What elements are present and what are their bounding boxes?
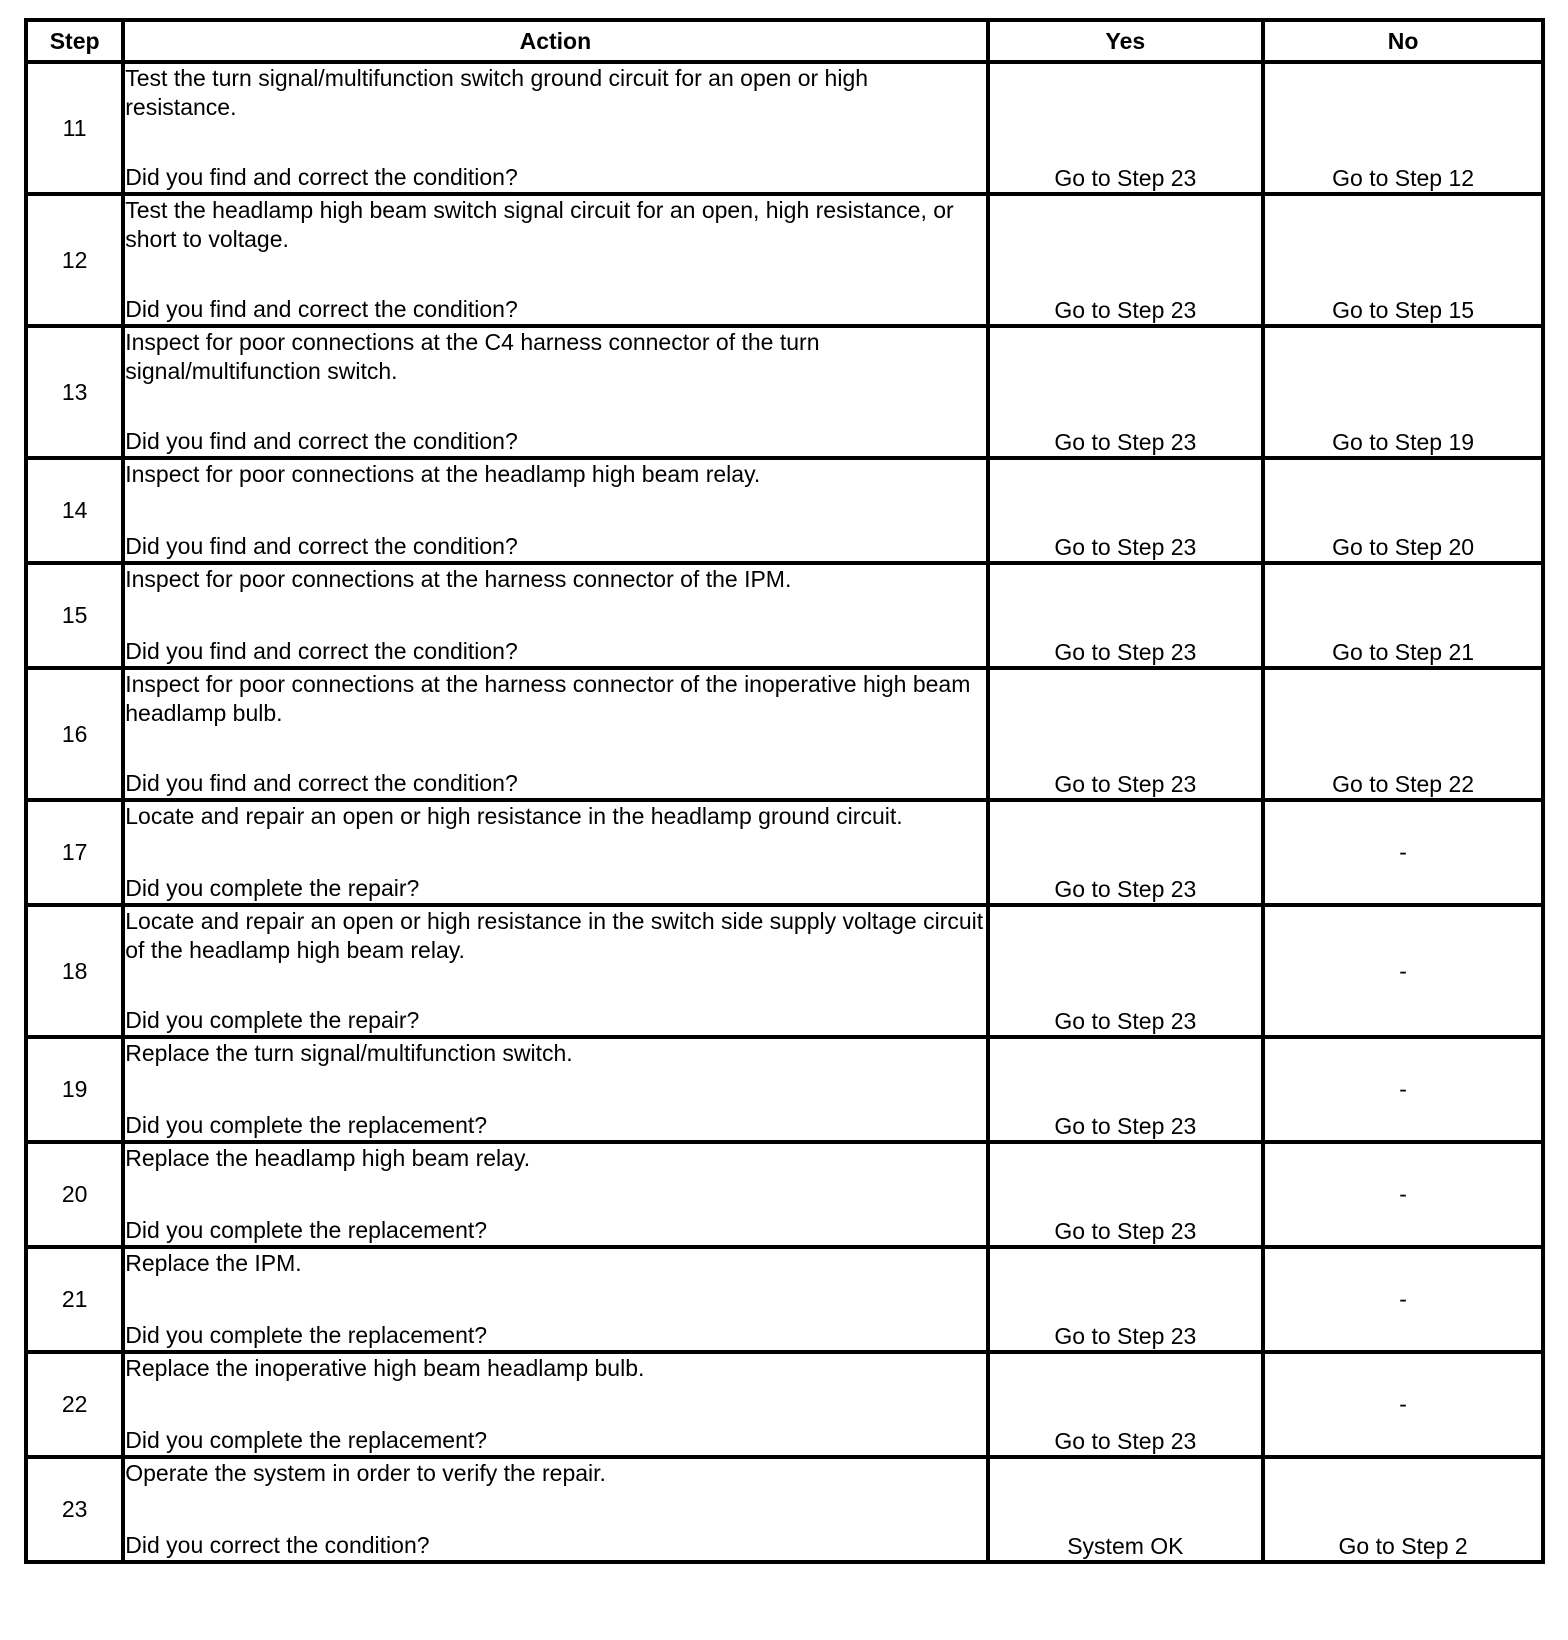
no-result: Go to Step 19: [1263, 326, 1543, 458]
action-cell: [123, 1352, 987, 1457]
action-cell: [123, 668, 987, 800]
action-question: Did you complete the repair?: [125, 875, 420, 901]
action-instruction: Replace the headlamp high beam relay.: [125, 1145, 531, 1171]
yes-result: Go to Step 23: [988, 800, 1264, 905]
action-question: Did you find and correct the condition?: [125, 638, 518, 664]
action-instruction: Replace the inoperative high beam headlamp bulb.: [125, 1355, 645, 1381]
step-number: 18: [26, 905, 123, 1037]
yes-result: Go to Step 23: [988, 905, 1264, 1037]
step-number: 19: [26, 1037, 123, 1142]
action-instruction: Locate and repair an open or high resistance in the headlamp ground circuit.: [125, 803, 903, 829]
step-number: 17: [26, 800, 123, 905]
header-no: No: [1263, 20, 1543, 62]
step-number: 21: [26, 1247, 123, 1352]
no-result: Go to Step 12: [1263, 62, 1543, 194]
action-instruction: Test the turn signal/multifunction switch ground circuit for an open or high resistance.: [125, 65, 869, 120]
action-question: Did you find and correct the condition?: [125, 533, 518, 559]
no-result: Go to Step 15: [1263, 194, 1543, 326]
action-question: Did you complete the repair?: [125, 1007, 420, 1033]
no-result: Go to Step 20: [1263, 458, 1543, 563]
yes-result: Go to Step 23: [988, 326, 1264, 458]
action-cell: [123, 1457, 987, 1562]
action-instruction: Inspect for poor connections at the harness connector of the inoperative high beam headlamp bulb.: [125, 671, 971, 726]
no-result: -: [1263, 1142, 1543, 1247]
table-row: [26, 62, 1543, 194]
table-row: [26, 905, 1543, 1037]
action-cell: [123, 458, 987, 563]
action-question: Did you find and correct the condition?: [125, 770, 518, 796]
action-question: Did you find and correct the condition?: [125, 164, 518, 190]
yes-result: Go to Step 23: [988, 62, 1264, 194]
table-row: [26, 1247, 1543, 1352]
no-result: Go to Step 2: [1263, 1457, 1543, 1562]
action-instruction: Operate the system in order to verify the repair.: [125, 1460, 606, 1486]
action-cell: [123, 1037, 987, 1142]
step-number: 22: [26, 1352, 123, 1457]
action-question: Did you complete the replacement?: [125, 1112, 488, 1138]
yes-result: Go to Step 23: [988, 1352, 1264, 1457]
table-row: [26, 668, 1543, 800]
action-question: Did you correct the condition?: [125, 1532, 430, 1558]
step-number: 20: [26, 1142, 123, 1247]
header-yes: Yes: [988, 20, 1264, 62]
step-number: 14: [26, 458, 123, 563]
diagnostic-table: [24, 18, 1545, 1564]
table-row: [26, 800, 1543, 905]
table-row: [26, 563, 1543, 668]
action-cell: [123, 1142, 987, 1247]
yes-result: Go to Step 23: [988, 563, 1264, 668]
no-result: -: [1263, 905, 1543, 1037]
step-number: 12: [26, 194, 123, 326]
header-action: Action: [123, 20, 987, 62]
table-row: [26, 1352, 1543, 1457]
header-step: Step: [26, 20, 123, 62]
yes-result: Go to Step 23: [988, 1247, 1264, 1352]
table-row: [26, 458, 1543, 563]
action-cell: [123, 905, 987, 1037]
action-instruction: Test the headlamp high beam switch signal circuit for an open, high resistance, or short to voltage.: [125, 197, 954, 252]
action-instruction: Locate and repair an open or high resistance in the switch side supply voltage circuit of the headlamp high beam relay.: [125, 908, 984, 963]
no-result: -: [1263, 1247, 1543, 1352]
step-number: 15: [26, 563, 123, 668]
action-instruction: Inspect for poor connections at the harness connector of the IPM.: [125, 566, 792, 592]
action-cell: [123, 326, 987, 458]
action-question: Did you complete the replacement?: [125, 1427, 488, 1453]
action-cell: [123, 194, 987, 326]
yes-result: Go to Step 23: [988, 1037, 1264, 1142]
yes-result: System OK: [988, 1457, 1264, 1562]
action-instruction: Inspect for poor connections at the C4 harness connector of the turn signal/multifunction switch.: [125, 329, 820, 384]
action-instruction: Replace the turn signal/multifunction switch.: [125, 1040, 573, 1066]
table-row: [26, 326, 1543, 458]
step-number: 11: [26, 62, 123, 194]
no-result: -: [1263, 1352, 1543, 1457]
action-cell: [123, 800, 987, 905]
action-question: Did you find and correct the condition?: [125, 428, 518, 454]
header-row: [26, 20, 1543, 62]
action-instruction: Replace the IPM.: [125, 1250, 302, 1276]
no-result: Go to Step 21: [1263, 563, 1543, 668]
action-question: Did you find and correct the condition?: [125, 296, 518, 322]
step-number: 13: [26, 326, 123, 458]
yes-result: Go to Step 23: [988, 668, 1264, 800]
yes-result: Go to Step 23: [988, 1142, 1264, 1247]
table-row: [26, 194, 1543, 326]
yes-result: Go to Step 23: [988, 194, 1264, 326]
no-result: Go to Step 22: [1263, 668, 1543, 800]
step-number: 23: [26, 1457, 123, 1562]
action-cell: [123, 1247, 987, 1352]
yes-result: Go to Step 23: [988, 458, 1264, 563]
action-question: Did you complete the replacement?: [125, 1217, 488, 1243]
no-result: -: [1263, 1037, 1543, 1142]
table-row: [26, 1457, 1543, 1562]
action-instruction: Inspect for poor connections at the headlamp high beam relay.: [125, 461, 761, 487]
table-row: [26, 1142, 1543, 1247]
no-result: -: [1263, 800, 1543, 905]
step-number: 16: [26, 668, 123, 800]
action-cell: [123, 62, 987, 194]
action-cell: [123, 563, 987, 668]
action-question: Did you complete the replacement?: [125, 1322, 488, 1348]
table-row: [26, 1037, 1543, 1142]
